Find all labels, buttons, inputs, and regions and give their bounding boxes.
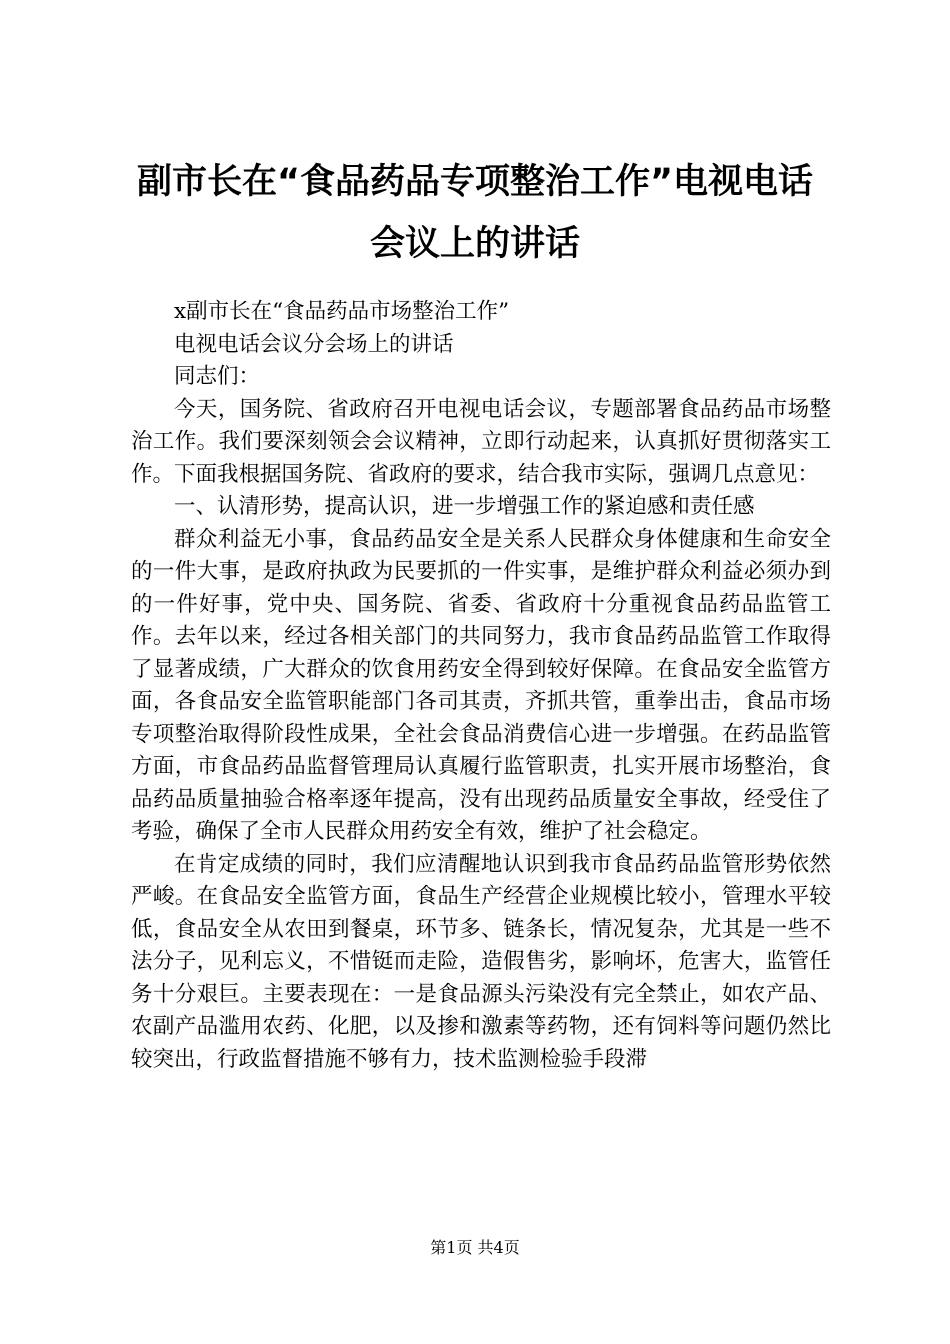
speech-header-line-1: x副市长在“食品药品市场整治工作” [174, 299, 510, 324]
section-heading-1: 一、认清形势，提高认识，进一步增强工作的紧迫感和责任感 [174, 494, 755, 519]
salutation: 同志们： [174, 364, 261, 389]
paragraph-challenges: 在肯定成绩的同时，我们应清醒地认识到我市食品药品监管形势依然严峻。在食品安全监管方面，食品生产经营企业规模比较小，管理水平较低，食品安全从农田到餐桌，环节多、链条长，情况复杂，尤其是一些不法分子，见利忘义，不惜铤而走险，造假售劣，影响坏，危害大，监管任务十分艰巨。主要表现在：一是食品源头污染没有完全禁止，如农产品、农副产品滥用农药、化肥，以及掺和激素等药物，还有饲料等问题仍然比较突出，行政监督措施不够有力，技术监测检验手段滞 [131, 851, 831, 1072]
document-title-line-1: 副市长在“食品药品专项整治工作”电视电话 [136, 162, 813, 202]
paragraph-intro: 今天，国务院、省政府召开电视电话会议，专题部署食品药品市场整治工作。我们要深刻领会会议精神，立即行动起来，认真抓好贯彻落实工作。下面我根据国务院、省政府的要求，结合我市实际，强调几点意见： [131, 396, 831, 487]
paragraph-achievements: 群众利益无小事，食品药品安全是关系人民群众身体健康和生命安全的一件大事，是政府执政为民要抓的一件实事，是维护群众利益必须办到的一件好事，党中央、国务院、省委、省政府十分重视食品药品监管工作。去年以来，经过各相关部门的共同努力，我市食品药品监管工作取得了显著成绩，广大群众的饮食用药安全得到较好保障。在食品安全监管方面，各食品安全监管职能部门各司其责，齐抓共管，重拳出击，食品市场专项整治取得阶段性成果，全社会食品消费信心进一步增强。在药品监管方面，市食品药品监督管理局认真履行监管职责，扎实开展市场整治，食品药品质量抽验合格率逐年提高，没有出现药品质量安全事故，经受住了考验，确保了全市人民群众用药安全有效，维护了社会稳定。 [131, 526, 831, 844]
document-body [131, 296, 831, 1109]
document-title-line-2: 会议上的讲话 [369, 224, 580, 264]
speech-header-line-2: 电视电话会议分会场上的讲话 [174, 331, 454, 357]
page-footer: 第1页 共4页 [430, 1238, 520, 1257]
